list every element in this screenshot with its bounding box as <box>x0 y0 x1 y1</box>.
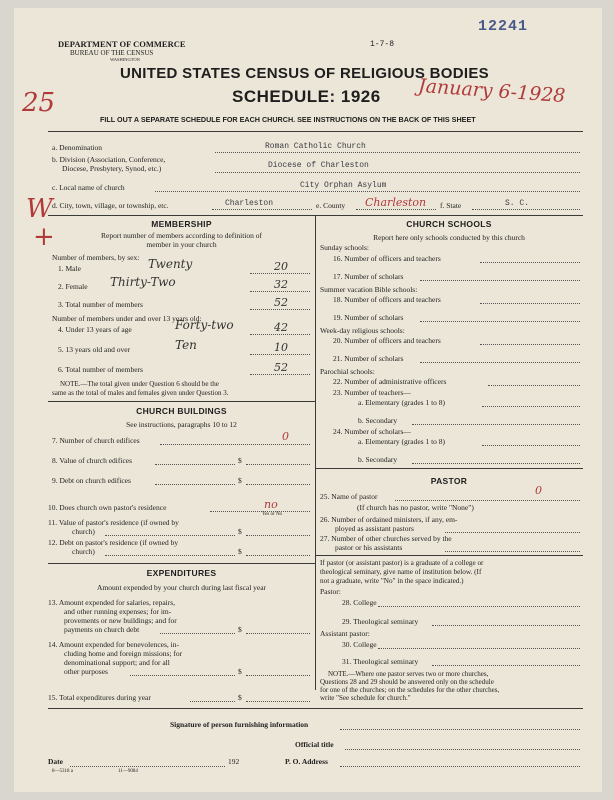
body-bottom-rule <box>48 708 583 709</box>
q26-label-1: 26. Number of ordained ministers, if any, em- <box>320 515 458 524</box>
q14-label-2: cluding home and foreign missions; for <box>64 649 183 658</box>
q13-label-4: payments on church debt <box>64 625 140 634</box>
q6-label: 6. Total number of members <box>58 365 143 374</box>
q5-label: 5. 13 years old and over <box>58 345 131 354</box>
membership-note-2: same as the total of males and females given under Question 3. <box>52 389 229 397</box>
division-label: b. Division (Association, Conference, <box>52 155 166 164</box>
handwritten-mark-w: W <box>26 194 53 224</box>
local-name-value: City Orphan Asylum <box>300 181 387 190</box>
summer-label: Summer vacation Bible schools: <box>320 285 418 294</box>
q15-dollar: $ <box>238 693 242 702</box>
q10-hint: Yes or No <box>262 512 283 517</box>
pastor-heading: PASTOR <box>430 476 468 486</box>
q28-label: 28. College <box>342 598 377 607</box>
membership-note-1: NOTE.—The total given under Question 6 should be the <box>60 380 219 388</box>
q12-dollar: $ <box>238 547 242 556</box>
members-by-age-label: Number of members under and over 13 years old: <box>52 314 202 323</box>
column-divider <box>315 215 316 690</box>
graduate-instruction-1: If pastor (or assistant pastor) is a graduate of a college or <box>320 559 484 567</box>
buildings-intro: See instructions, paragraphs 10 to 12 <box>126 420 237 429</box>
q9-dollar: $ <box>238 476 242 485</box>
q23b-label: b. Secondary <box>358 416 398 425</box>
pastor-note-2: Questions 28 and 29 should be answered only on the schedule <box>320 678 494 686</box>
q2-words: Thirty-Two <box>110 275 176 289</box>
denomination-label: a. Denomination <box>52 143 102 152</box>
form-title: UNITED STATES CENSUS OF RELIGIOUS BODIES <box>120 65 489 82</box>
membership-heading: MEMBERSHIP <box>151 219 212 229</box>
q1-value: 20 <box>274 260 288 273</box>
q20-label: 20. Number of officers and teachers <box>333 336 441 345</box>
q11-label-cont: church) <box>72 527 95 536</box>
membership-intro-1: Report number of members according to definition of <box>101 231 262 240</box>
q17-label: 17. Number of scholars <box>333 272 404 281</box>
members-by-sex-label: Number of members, by sex: <box>52 253 140 262</box>
handwritten-mark-plus: + <box>33 222 55 252</box>
q1-words: Twenty <box>148 257 193 271</box>
q2-label: 2. Female <box>58 282 88 291</box>
q1-label: 1. Male <box>58 264 81 273</box>
handwritten-number: 25 <box>22 88 56 118</box>
q13-dollar: $ <box>238 625 242 634</box>
official-title-label: Official title <box>295 740 334 749</box>
q5-words: Ten <box>175 338 197 352</box>
county-label: e. County <box>316 201 346 210</box>
pastor-sub-label: Pastor: <box>320 587 341 596</box>
q25-hint: (If church has no pastor, write "None") <box>357 503 474 512</box>
handwritten-date: January 6-1928 <box>417 74 567 108</box>
serial-number: 12241 <box>478 18 529 35</box>
q29-label: 29. Theological seminary <box>342 617 419 626</box>
division-label-cont: Diocese, Presbytery, Synod, etc.) <box>62 164 162 173</box>
q8-dollar: $ <box>238 456 242 465</box>
q11-label: 11. Value of pastor's residence (if owned by <box>48 518 179 527</box>
q2-value: 32 <box>274 278 288 291</box>
membership-intro-2: member in your church <box>146 240 217 249</box>
year-label: 192 <box>228 757 240 766</box>
q11-dollar: $ <box>238 527 242 536</box>
q13-label-1: 13. Amount expended for salaries, repairs, <box>48 598 176 607</box>
q7-label: 7. Number of church edifices <box>52 436 140 445</box>
q4-label: 4. Under 13 years of age <box>58 325 132 334</box>
department-name: DEPARTMENT OF COMMERCE <box>58 39 186 49</box>
q23-label: 23. Number of teachers— <box>333 388 411 397</box>
signature-label: Signature of person furnishing information <box>170 720 309 729</box>
q15-label: 15. Total expenditures during year <box>48 693 151 702</box>
q13-label-2: and other running expenses; for im- <box>64 607 172 616</box>
form-code: 1-7-8 <box>370 40 395 49</box>
q25-label: 25. Name of pastor <box>320 492 378 501</box>
city-label: d. City, town, village, or township, etc. <box>52 201 169 210</box>
header-rule <box>48 131 583 132</box>
division-value: Diocese of Charleston <box>268 161 369 170</box>
city-name: WASHINGTON <box>110 57 140 62</box>
q24a-label: a. Elementary (grades 1 to 8) <box>358 437 446 446</box>
graduate-instruction-3: not a graduate, write "No" in the space indicated.) <box>320 577 464 585</box>
q6-value: 52 <box>274 361 288 374</box>
asst-pastor-sub-label: Assistant pastor: <box>320 629 370 638</box>
pastor-note-3: for one of the churches; on the schedules for the other churches, <box>320 686 500 694</box>
graduate-instruction-2: theological seminary, give name of institution below. (If <box>320 568 482 576</box>
q8-label: 8. Value of church edifices <box>52 456 133 465</box>
q14-label-3: denominational support; and for all <box>64 658 170 667</box>
weekday-label: Week-day religious schools: <box>320 326 405 335</box>
denomination-value: Roman Catholic Church <box>265 142 366 151</box>
q3-value: 52 <box>274 296 288 309</box>
q25-value: 0 <box>535 484 542 497</box>
q13-label-3: provements or new buildings; and for <box>64 616 177 625</box>
city-value: Charleston <box>225 199 274 208</box>
q27-label-1: 27. Number of other churches served by the <box>320 534 452 543</box>
q27-label-2: pastor or his assistants <box>335 543 403 552</box>
q14-label-1: 14. Amount expended for benevolences, in- <box>48 640 180 649</box>
po-address-label: P. O. Address <box>285 757 328 766</box>
date-label: Date <box>48 757 63 766</box>
parochial-label: Parochial schools: <box>320 367 375 376</box>
state-value: S. C. <box>505 199 530 208</box>
q12-label-cont: church) <box>72 547 95 556</box>
q24b-label: b. Secondary <box>358 455 398 464</box>
pastor-note-4: write "See schedule for church." <box>320 694 411 702</box>
schools-heading: CHURCH SCHOOLS <box>406 219 492 229</box>
q4-words: Forty-two <box>175 318 234 332</box>
q4-value: 42 <box>274 321 288 334</box>
q18-label: 18. Number of officers and teachers <box>333 295 441 304</box>
q3-label: 3. Total number of members <box>58 300 143 309</box>
q5-value: 10 <box>274 341 288 354</box>
q30-label: 30. College <box>342 640 377 649</box>
local-name-label: c. Local name of church <box>52 183 125 192</box>
q16-label: 16. Number of officers and teachers <box>333 254 441 263</box>
sunday-label: Sunday schools: <box>320 243 369 252</box>
q7-value: 0 <box>282 430 289 443</box>
expenditures-intro: Amount expended by your church during last fiscal year <box>96 583 267 592</box>
q14-dollar: $ <box>238 667 242 676</box>
bureau-name: BUREAU OF THE CENSUS <box>70 49 154 57</box>
q12-label: 12. Debt on pastor's residence (if owned by <box>48 538 179 547</box>
buildings-heading: CHURCH BUILDINGS <box>136 406 227 416</box>
q9-label: 9. Debt on church edifices <box>52 476 131 485</box>
q19-label: 19. Number of scholars <box>333 313 404 322</box>
q26-label-2: ployed as assistant pastors <box>335 524 414 533</box>
county-value: Charleston <box>365 196 427 209</box>
print-number: 11—9084 <box>118 769 138 774</box>
pastor-note-1: NOTE.—Where one pastor serves two or more churches, <box>328 670 489 678</box>
q23a-label: a. Elementary (grades 1 to 8) <box>358 398 446 407</box>
q21-label: 21. Number of scholars <box>333 354 404 363</box>
form-subtitle: SCHEDULE: 1926 <box>232 87 381 106</box>
form-number: 8—5318 a <box>52 769 73 774</box>
schools-intro: Report here only schools conducted by this church <box>373 233 525 242</box>
fill-instruction: FILL OUT A SEPARATE SCHEDULE FOR EACH CHURCH. SEE INSTRUCTIONS ON THE BACK OF THIS SHEET <box>100 115 476 124</box>
q31-label: 31. Theological seminary <box>342 657 419 666</box>
q10-label: 10. Does church own pastor's residence <box>48 503 167 512</box>
q14-label-4: other purposes <box>64 667 108 676</box>
expenditures-heading: EXPENDITURES <box>146 568 217 578</box>
q22-label: 22. Number of administrative officers <box>333 377 447 386</box>
q10-value: no <box>264 498 278 511</box>
q24-label: 24. Number of scholars— <box>333 427 411 436</box>
state-label: f. State <box>440 201 462 210</box>
